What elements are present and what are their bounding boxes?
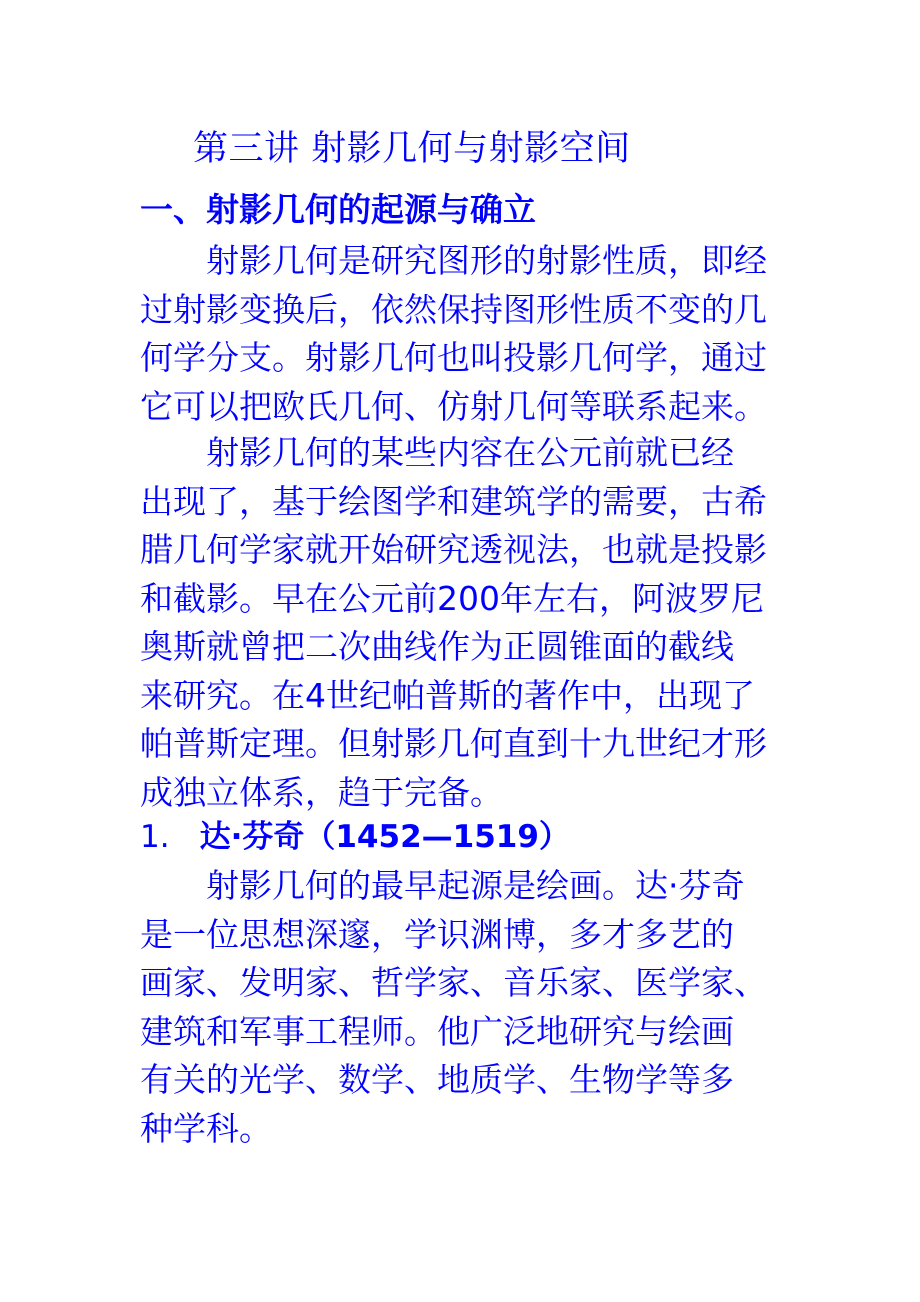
lecture-title: 第三讲 射影几何与射影空间 (193, 129, 631, 169)
section-heading-origins: 一、射影几何的起源与确立 (140, 190, 536, 229)
paragraph-line: 建筑和军事工程师。他广泛地研究与绘画 (140, 1011, 734, 1051)
paragraph-line: 帕普斯定理。但射影几何直到十九世纪才形 (140, 724, 767, 763)
paragraph-line: 出现了，基于绘图学和建筑学的需要，古希 (140, 481, 767, 521)
paragraph-line: 有关的光学、数学、地质学、生物学等多 (140, 1060, 734, 1099)
paragraph-line: 和截影。早在公元前200年左右，阿波罗尼 (140, 578, 764, 618)
paragraph-line: 射影几何是研究图形的射影性质，即经 (206, 241, 767, 280)
paragraph-line: 画家、发明家、哲学家、音乐家、医学家、 (140, 963, 767, 1002)
paragraph-line: 射影几何的某些内容在公元前就已经 (206, 433, 734, 472)
paragraph-line: 来研究。在4世纪帕普斯的著作中，出现了 (140, 675, 755, 715)
paragraph-line: 它可以把欧氏几何、仿射几何等联系起来。 (140, 386, 767, 426)
paragraph-line: 过射影变换后，依然保持图形性质不变的几 (140, 289, 767, 329)
paragraph-line: 成独立体系，趋于完备。 (140, 772, 503, 812)
paragraph-line: 何学分支。射影几何也叫投影几何学，通过 (140, 338, 767, 377)
paragraph-line: 是一位思想深邃，学识渊博，多才多艺的 (140, 914, 734, 954)
paragraph-definition (140, 237, 767, 431)
subsection-title: 达·芬奇（1452—1519） (199, 819, 570, 855)
subsection-number: 1. (140, 819, 170, 855)
paragraph-da-vinci (140, 862, 767, 1153)
paragraph-line: 射影几何的最早起源是绘画。达·芬奇 (206, 866, 745, 905)
subsection-heading-da-vinci (140, 813, 570, 861)
paragraph-line: 种学科。 (140, 1108, 272, 1148)
paragraph-line: 腊几何学家就开始研究透视法，也就是投影 (140, 530, 767, 569)
paragraph-line: 奥斯就曾把二次曲线作为正圆锥面的截线 (140, 627, 734, 666)
paragraph-history (140, 429, 767, 817)
